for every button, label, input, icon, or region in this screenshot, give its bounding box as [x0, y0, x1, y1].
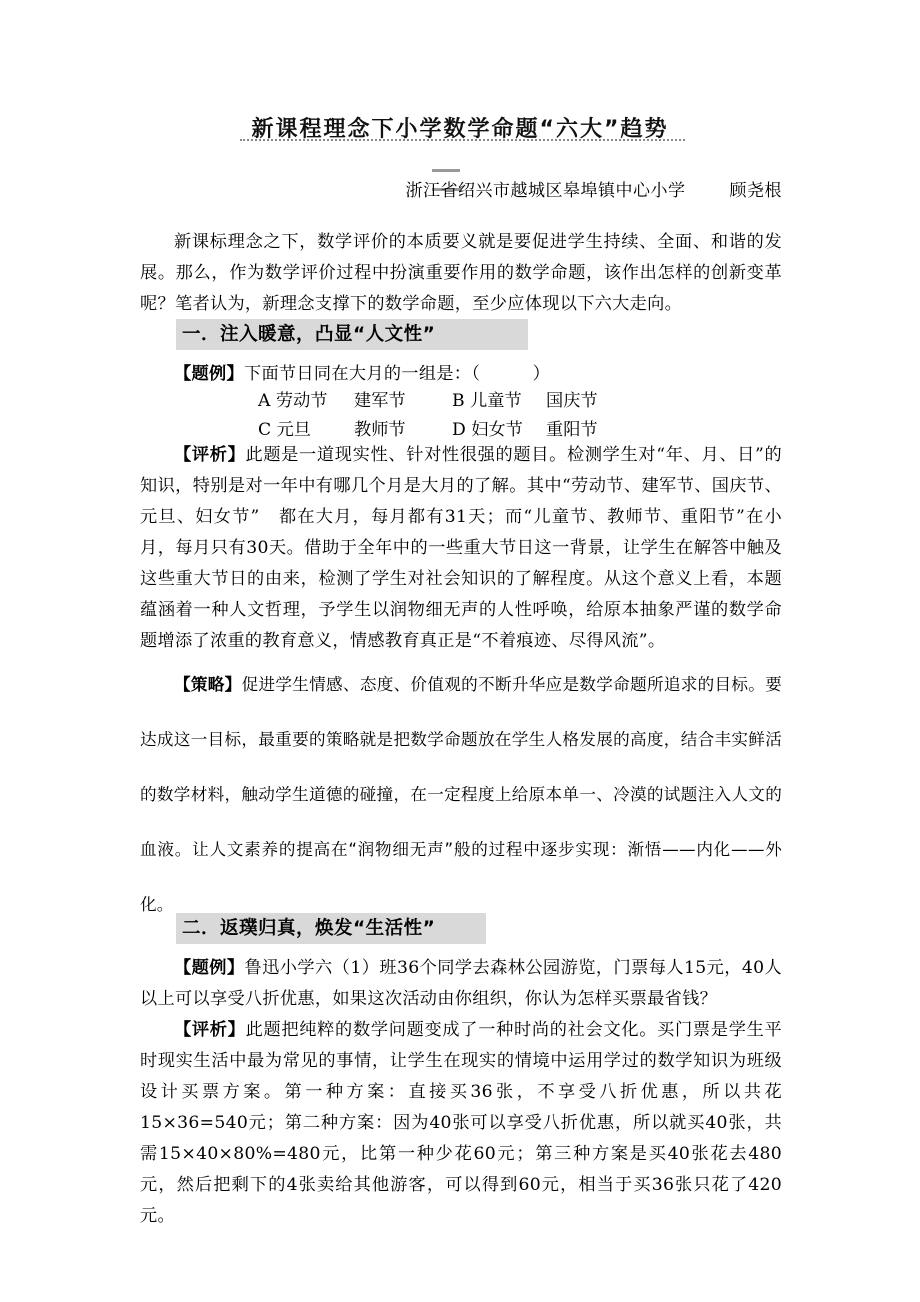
section1-analysis [140, 440, 782, 657]
option-a-label: A 劳动节 [258, 391, 328, 411]
section2-example [140, 953, 782, 1015]
option-a-item: 建军节 [354, 391, 406, 411]
option-d-item: 重阳节 [546, 420, 598, 440]
section1-strategy [140, 657, 782, 932]
decorative-marks [432, 157, 522, 161]
strategy-text: 促进学生情感、态度、价值观的不断升华应是数学命题所追求的目标。要达成这一目标，最重要的策略就是把数学命题放在学生人格发展的高度，结合丰实鲜活的数学材料，触动学生道德的碰撞，在一定程度上给原本单一、冷漠的试题注入人文的血液。让人文素养的提高在“润物细无声”般的过程中逐步实现：渐悟——内化——外化。 [140, 675, 782, 914]
author-affiliation: 浙江省绍兴市越城区皋埠镇中心小学 [405, 181, 686, 201]
example-tag: 【题例】 [174, 958, 245, 978]
answer-options [258, 387, 598, 445]
section1-example [140, 359, 782, 390]
option-c-label: C 元旦 [258, 420, 311, 440]
option-b-item: 国庆节 [546, 391, 598, 411]
author-line [406, 176, 783, 201]
section2-heading: 二．返璞归真，焕发“生活性” [176, 913, 486, 944]
analysis-tag: 【评析】 [174, 445, 246, 465]
section2-analysis [140, 1015, 782, 1232]
analysis-text: 此题把纯粹的数学问题变成了一种时尚的社会文化。买门票是学生平时现实生活中最为常见的事情，让学生在现实的情境中运用学过的数学知识为班级设计买票方案。第一种方案：直接买36张，不享受八折优惠，所以共花15×36=540元；第二种方案：因为40张可以享受八折优惠，所以就买40张，共需15×40×80%=480元，比第一种少花60元；第三种方案是买40张花去480元，然后把剩下的4张卖给其他游客，可以得到60元，相当于买36张只花了420元。 [140, 1020, 782, 1226]
title-underline [240, 139, 685, 146]
option-c-item: 教师节 [354, 420, 406, 440]
strategy-tag: 【策略】 [174, 675, 242, 694]
analysis-text: 此题是一道现实性、针对性很强的题目。检测学生对“年、月、日”的知识，特别是对一年中有哪几个月是大月的了解。其中“劳动节、建军节、国庆节、元旦、妇女节” 都在大月，每月都有31天；而“儿童节、教师节、重阳节”在小月，每月只有30天。借助于全年中的一些重大节日这一背景，让学生在解答中触及这些重大节日的由来，检测了学生对社会知识的了解程度。从这个意义上看，本题蕴涵着一种人文哲理，予学生以润物细无声的人性呼唤，给原本抽象严谨的数学命题增添了浓重的教育意义，情感教育真正是“不着痕迹、尽得风流”。 [140, 445, 782, 651]
example-text: 鲁迅小学六（1）班36个同学去森林公园游览，门票每人15元，40人以上可以享受八折优惠，如果这次活动由你组织，你认为怎样买票最省钱？ [140, 958, 783, 1009]
intro-paragraph: 新课标理念之下，数学评价的本质要义就是要促进学生持续、全面、和谐的发展。那么，作为数学评价过程中扮演重要作用的数学命题，该作出怎样的创新变革呢？笔者认为，新理念支撑下的数学命题，至少应体现以下六大走向。 [140, 232, 782, 314]
example-text: 下面节日同在大月的一组是：（ ） [243, 364, 551, 384]
author-name: 顾尧根 [729, 181, 782, 201]
option-d-label: D 妇女节 [452, 420, 523, 440]
option-b-label: B 儿童节 [452, 391, 522, 411]
analysis-tag: 【评析】 [174, 1020, 246, 1040]
options-row-1 [258, 387, 598, 416]
example-tag: 【题例】 [174, 364, 244, 384]
document-title: 新课程理念下小学数学命题“六大”趋势 [251, 117, 669, 142]
section1-heading: 一．注入暖意，凸显“人文性” [176, 319, 528, 350]
